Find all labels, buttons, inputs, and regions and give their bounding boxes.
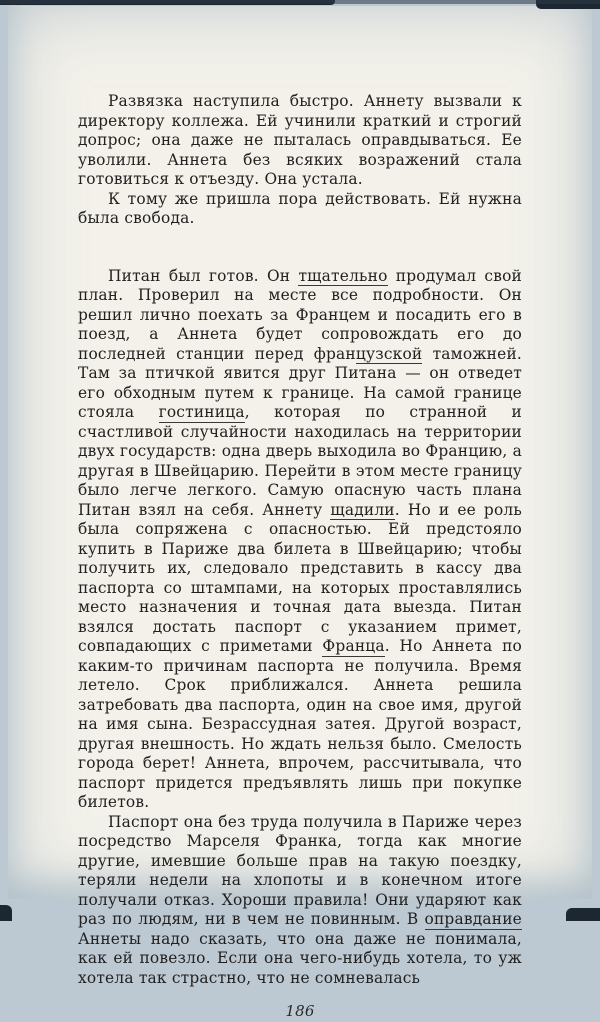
page-number: 186 xyxy=(285,1002,315,1020)
scan-artifact-bottom-left xyxy=(0,905,12,921)
book-page xyxy=(8,6,592,1020)
scan-artifact-bottom-right xyxy=(566,908,600,921)
paragraph: Развязка наступила быстро. Аннету вызвали к директору коллежа. Ей учинили краткий и строгий допрос; она даже не пыталась оправдываться. Ее уволили. Аннета без всяких возражений стала готовиться к отъезду. Она устала. xyxy=(78,92,522,188)
paragraph: К тому же пришла пора действовать. Ей нужна была свобода. xyxy=(78,189,522,227)
paragraph: Паспорт она без труда получила в Париже через посредство Марселя Франка, тогда как многие другие, имевшие больше прав на такую поездку, теряли недели на хлопоты и в конечном итоге получали отказ. Хороши правила! Они ударяют как раз по людям, ни в чем не повинным. В оправдание Аннеты надо сказать, что она даже не понимала, как ей повезло. Если она чего-нибудь хотела, то уж хотела так страстно, что не сомневалась xyxy=(78,812,522,987)
paragraph: Питан был готов. Он тщательно продумал свой план. Проверил на месте все подробности. Он решил лично поехать за Францем и посадить его в поезд, а Аннета будет сопровождать его до последней станции перед французской таможней. Там за птичкой явится друг Питана — он отведет его обходным путем к границе. На самой границе стояла гостиница, которая по странной и счастливой случайности находилась на территории двух государств: одна дверь выходила во Францию, а другая в Швейцарию. Перейти в этом месте границу было легче легкого. Самую опасную часть плана Питан взял на себя. Аннету щадили. Но и ее роль была сопряжена с опасностью. Ей предстояло купить в Париже два билета в Швейцарию; чтобы получить их, следовало представить в кассу два паспорта со штампами, на которых проставлялись место назначения и точная дата выезда. Питан взялся достать паспорт с указанием примет, совпадающих с приметами Франца. Но Аннета по каким-то причинам паспорта не получила. Время летело. Срок приближался. Аннета решила затребовать два паспорта, один на свое имя, другой на имя сына. Безрассудная затея. Другой возраст, другая внешность. Но ждать нельзя было. Смелость города берет! Аннета, впрочем, рассчитывала, что паспорт придется предъявлять лишь при покупке билетов. xyxy=(78,266,523,811)
section-break xyxy=(78,229,522,267)
scan-artifact-bottom-strip xyxy=(0,0,600,4)
text-block xyxy=(78,92,522,1022)
